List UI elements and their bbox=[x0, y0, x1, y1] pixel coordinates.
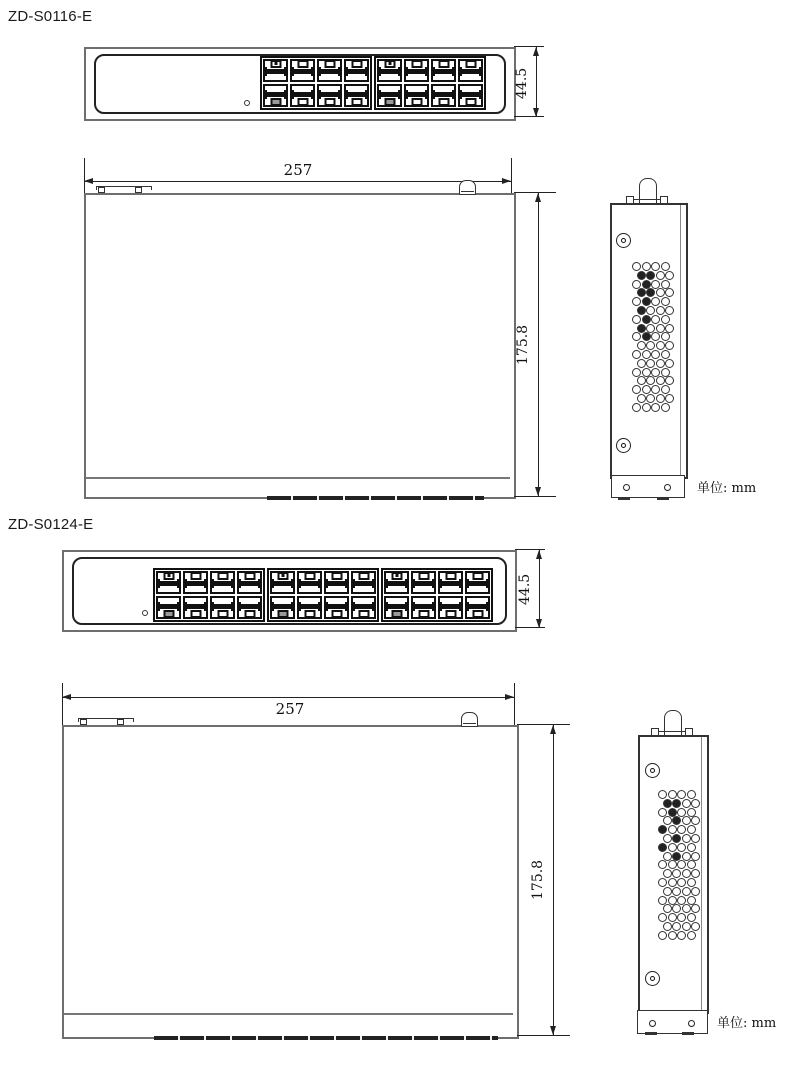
dim-arrow bbox=[505, 694, 514, 700]
vent-hole bbox=[672, 922, 681, 931]
vent-hole bbox=[642, 315, 651, 324]
rj45-port bbox=[411, 596, 436, 619]
dim-arrow bbox=[533, 108, 539, 117]
vent-hole bbox=[663, 887, 672, 896]
vent-hole bbox=[677, 860, 686, 869]
vent-hole bbox=[656, 324, 665, 333]
screw bbox=[616, 438, 631, 453]
dim-arrow bbox=[535, 487, 541, 496]
extension-line bbox=[514, 116, 544, 117]
vent-hole bbox=[677, 896, 686, 905]
extension-line bbox=[62, 683, 63, 725]
port-group bbox=[260, 56, 372, 110]
vent-hole bbox=[687, 843, 696, 852]
port-group bbox=[153, 568, 265, 622]
vent-hole bbox=[656, 306, 665, 315]
extension-line bbox=[514, 496, 556, 497]
vent-hole bbox=[637, 324, 646, 333]
port-strip-bottom bbox=[267, 496, 484, 500]
vent-hole bbox=[637, 376, 646, 385]
vent-hole bbox=[677, 931, 686, 940]
vent-hole bbox=[656, 359, 665, 368]
vent-hole bbox=[658, 790, 667, 799]
vent-hole bbox=[672, 852, 681, 861]
extension-line bbox=[84, 158, 85, 193]
rj45-port bbox=[438, 571, 463, 594]
rj45-port-block bbox=[260, 56, 486, 110]
vent-hole bbox=[668, 843, 677, 852]
rj45-port bbox=[297, 596, 322, 619]
vent-hole bbox=[672, 869, 681, 878]
rj45-port bbox=[237, 596, 262, 619]
dim-line-width bbox=[84, 181, 511, 182]
rj45-port bbox=[156, 571, 181, 594]
vent-hole bbox=[691, 799, 700, 808]
base-hole bbox=[688, 1020, 695, 1027]
base-hole bbox=[649, 1020, 656, 1027]
vent-hole bbox=[677, 808, 686, 817]
rj45-port-block bbox=[153, 568, 493, 622]
vent-hole bbox=[665, 324, 674, 333]
port-strip-bottom bbox=[154, 1036, 498, 1040]
vent-hole bbox=[637, 288, 646, 297]
vent-hole bbox=[661, 262, 670, 271]
vent-hole bbox=[668, 790, 677, 799]
vent-hole bbox=[661, 403, 670, 412]
rj45-port bbox=[156, 596, 181, 619]
vent-hole bbox=[677, 825, 686, 834]
vent-hole bbox=[658, 808, 667, 817]
vent-hole bbox=[661, 368, 670, 377]
vent-hole bbox=[632, 385, 641, 394]
rj45-port bbox=[384, 596, 409, 619]
rj45-port bbox=[290, 84, 315, 107]
vent-hole bbox=[661, 280, 670, 289]
port-group bbox=[381, 568, 493, 622]
front-view bbox=[62, 550, 517, 632]
dim-arrow bbox=[84, 178, 93, 184]
dim-line-depth bbox=[538, 193, 539, 496]
vent-hole bbox=[663, 816, 672, 825]
vent-holes bbox=[658, 790, 700, 946]
vent-hole bbox=[668, 931, 677, 940]
vent-hole bbox=[665, 359, 674, 368]
port-group bbox=[267, 568, 379, 622]
vent-hole bbox=[632, 350, 641, 359]
side-panel-line bbox=[680, 205, 681, 477]
vent-hole bbox=[668, 878, 677, 887]
rj45-port bbox=[210, 596, 235, 619]
dim-width-label: 257 bbox=[283, 161, 313, 179]
vent-hole bbox=[687, 878, 696, 887]
dim-line-height bbox=[539, 550, 540, 628]
rj45-port bbox=[324, 596, 349, 619]
rj45-port bbox=[344, 59, 369, 82]
top-view bbox=[62, 725, 519, 1039]
vent-hole bbox=[677, 878, 686, 887]
vent-hole bbox=[637, 359, 646, 368]
rj45-port bbox=[210, 571, 235, 594]
vent-hole bbox=[656, 271, 665, 280]
dim-arrow bbox=[535, 193, 541, 202]
dim-arrow bbox=[550, 1026, 556, 1035]
extension-line bbox=[514, 46, 544, 47]
rj45-port bbox=[237, 571, 262, 594]
vent-hole bbox=[632, 315, 641, 324]
rj45-port bbox=[183, 571, 208, 594]
vent-holes bbox=[632, 262, 674, 418]
foot bbox=[657, 497, 669, 500]
rj45-port bbox=[317, 59, 342, 82]
vent-hole bbox=[642, 280, 651, 289]
vent-hole bbox=[646, 288, 655, 297]
panel-fold-line bbox=[86, 477, 510, 479]
rj45-port bbox=[458, 84, 483, 107]
vent-hole bbox=[682, 834, 691, 843]
vent-hole bbox=[665, 306, 674, 315]
top-view bbox=[84, 193, 516, 499]
vent-hole bbox=[682, 852, 691, 861]
vent-hole bbox=[687, 931, 696, 940]
rj45-port bbox=[263, 84, 288, 107]
dim-line-depth bbox=[553, 725, 554, 1035]
side-base bbox=[611, 475, 685, 498]
screw bbox=[645, 763, 660, 778]
vent-hole bbox=[663, 869, 672, 878]
vent-hole bbox=[682, 869, 691, 878]
vent-hole bbox=[672, 834, 681, 843]
vent-hole bbox=[637, 271, 646, 280]
vent-hole bbox=[672, 887, 681, 896]
product-model-label: ZD-S0116-E bbox=[8, 8, 93, 25]
rj45-port bbox=[377, 84, 402, 107]
base-hole bbox=[664, 484, 671, 491]
vent-hole bbox=[687, 913, 696, 922]
vent-hole bbox=[682, 816, 691, 825]
extension-line bbox=[514, 683, 515, 725]
vent-hole bbox=[663, 834, 672, 843]
rj45-port bbox=[290, 59, 315, 82]
vent-hole bbox=[658, 860, 667, 869]
vent-hole bbox=[637, 394, 646, 403]
rj45-port bbox=[404, 59, 429, 82]
rj45-port bbox=[270, 596, 295, 619]
vent-hole bbox=[658, 825, 667, 834]
vent-hole bbox=[691, 869, 700, 878]
vent-hole bbox=[677, 790, 686, 799]
vent-hole bbox=[663, 922, 672, 931]
vent-hole bbox=[642, 332, 651, 341]
rj45-port bbox=[324, 571, 349, 594]
vent-hole bbox=[691, 922, 700, 931]
vent-hole bbox=[637, 341, 646, 350]
foot bbox=[645, 1032, 657, 1035]
vent-hole bbox=[651, 262, 660, 271]
vent-hole bbox=[656, 376, 665, 385]
vent-hole bbox=[632, 297, 641, 306]
vent-hole bbox=[691, 887, 700, 896]
vent-hole bbox=[642, 368, 651, 377]
rj45-port bbox=[438, 596, 463, 619]
vent-hole bbox=[658, 931, 667, 940]
vent-hole bbox=[646, 394, 655, 403]
panel-fold-line bbox=[64, 1013, 513, 1015]
vent-hole bbox=[665, 376, 674, 385]
vent-hole bbox=[646, 376, 655, 385]
vent-hole bbox=[632, 280, 641, 289]
vent-hole bbox=[642, 403, 651, 412]
rj45-port bbox=[465, 571, 490, 594]
extension-line bbox=[511, 158, 512, 193]
vent-hole bbox=[632, 368, 641, 377]
vent-hole bbox=[677, 913, 686, 922]
screw bbox=[645, 971, 660, 986]
led-indicator bbox=[142, 610, 148, 616]
vent-hole bbox=[663, 799, 672, 808]
vent-hole bbox=[661, 315, 670, 324]
vent-hole bbox=[682, 887, 691, 896]
vent-hole bbox=[687, 790, 696, 799]
vent-hole bbox=[687, 860, 696, 869]
vent-hole bbox=[651, 350, 660, 359]
foot bbox=[682, 1032, 694, 1035]
vent-hole bbox=[665, 271, 674, 280]
vent-hole bbox=[642, 350, 651, 359]
vent-hole bbox=[672, 799, 681, 808]
dim-line-height bbox=[536, 47, 537, 117]
rj45-port bbox=[377, 59, 402, 82]
extension-line bbox=[517, 1035, 570, 1036]
vent-hole bbox=[677, 843, 686, 852]
vent-hole bbox=[663, 852, 672, 861]
vent-hole bbox=[661, 385, 670, 394]
vent-hole bbox=[651, 297, 660, 306]
rj45-port bbox=[384, 571, 409, 594]
mount-bracket bbox=[78, 718, 134, 725]
rj45-port bbox=[317, 84, 342, 107]
rj45-port bbox=[431, 84, 456, 107]
front-view bbox=[84, 47, 516, 121]
dim-arrow bbox=[502, 178, 511, 184]
vent-hole bbox=[691, 816, 700, 825]
vent-hole bbox=[656, 341, 665, 350]
dim-width-label: 257 bbox=[275, 700, 305, 718]
vent-hole bbox=[663, 904, 672, 913]
unit-label: 单位: mm bbox=[717, 1016, 777, 1031]
vent-hole bbox=[632, 262, 641, 271]
vent-hole bbox=[658, 896, 667, 905]
vent-hole bbox=[668, 825, 677, 834]
vent-hole bbox=[656, 394, 665, 403]
vent-hole bbox=[642, 385, 651, 394]
rj45-port bbox=[404, 84, 429, 107]
rj45-port bbox=[344, 84, 369, 107]
screw bbox=[616, 233, 631, 248]
vent-hole bbox=[646, 306, 655, 315]
vent-hole bbox=[672, 904, 681, 913]
vent-hole bbox=[651, 368, 660, 377]
vent-hole bbox=[646, 324, 655, 333]
vent-hole bbox=[668, 808, 677, 817]
dim-arrow bbox=[536, 619, 542, 628]
rj45-port bbox=[411, 571, 436, 594]
led-indicator bbox=[244, 100, 250, 106]
dim-depth-label: 175.8 bbox=[515, 324, 531, 366]
vent-hole bbox=[651, 403, 660, 412]
vent-hole bbox=[687, 808, 696, 817]
dim-arrow bbox=[62, 694, 71, 700]
mount-bracket bbox=[96, 186, 152, 193]
dim-height-label: 44.5 bbox=[517, 573, 533, 605]
rj45-port bbox=[297, 571, 322, 594]
vent-hole bbox=[658, 913, 667, 922]
vent-hole bbox=[668, 913, 677, 922]
vent-hole bbox=[646, 359, 655, 368]
dim-line-width bbox=[62, 697, 514, 698]
vent-hole bbox=[646, 341, 655, 350]
vent-hole bbox=[651, 332, 660, 341]
vent-hole bbox=[687, 825, 696, 834]
rj45-port bbox=[458, 59, 483, 82]
vent-hole bbox=[682, 904, 691, 913]
foot bbox=[618, 497, 630, 500]
rj45-port bbox=[270, 571, 295, 594]
rj45-port bbox=[351, 571, 376, 594]
vent-hole bbox=[691, 852, 700, 861]
dim-arrow bbox=[536, 550, 542, 559]
side-panel-line bbox=[701, 737, 702, 1012]
vent-hole bbox=[661, 350, 670, 359]
extension-line bbox=[517, 724, 570, 725]
rj45-port bbox=[431, 59, 456, 82]
rj45-port bbox=[351, 596, 376, 619]
vent-hole bbox=[658, 843, 667, 852]
base-hole bbox=[623, 484, 630, 491]
vent-hole bbox=[691, 834, 700, 843]
ground-stud bbox=[461, 712, 478, 727]
unit-label: 单位: mm bbox=[697, 481, 757, 496]
vent-hole bbox=[682, 922, 691, 931]
vent-hole bbox=[642, 262, 651, 271]
side-base bbox=[637, 1010, 708, 1034]
ground-stud bbox=[459, 180, 476, 195]
vent-hole bbox=[651, 385, 660, 394]
vent-hole bbox=[632, 403, 641, 412]
rj45-port bbox=[263, 59, 288, 82]
rj45-port bbox=[465, 596, 490, 619]
vent-hole bbox=[665, 394, 674, 403]
vent-hole bbox=[668, 896, 677, 905]
vent-hole bbox=[668, 860, 677, 869]
vent-hole bbox=[682, 799, 691, 808]
vent-hole bbox=[637, 306, 646, 315]
vent-hole bbox=[651, 280, 660, 289]
dim-arrow bbox=[533, 47, 539, 56]
vent-hole bbox=[632, 332, 641, 341]
port-group bbox=[374, 56, 486, 110]
vent-hole bbox=[642, 297, 651, 306]
product-model-label: ZD-S0124-E bbox=[8, 516, 94, 533]
vent-hole bbox=[665, 341, 674, 350]
vent-hole bbox=[661, 332, 670, 341]
vent-hole bbox=[672, 816, 681, 825]
dim-height-label: 44.5 bbox=[514, 67, 530, 99]
vent-hole bbox=[656, 288, 665, 297]
vent-hole bbox=[665, 288, 674, 297]
vent-hole bbox=[646, 271, 655, 280]
dim-depth-label: 175.8 bbox=[530, 859, 546, 901]
vent-hole bbox=[651, 315, 660, 324]
vent-hole bbox=[658, 878, 667, 887]
vent-hole bbox=[691, 904, 700, 913]
vent-hole bbox=[687, 896, 696, 905]
dim-arrow bbox=[550, 725, 556, 734]
rj45-port bbox=[183, 596, 208, 619]
vent-hole bbox=[661, 297, 670, 306]
